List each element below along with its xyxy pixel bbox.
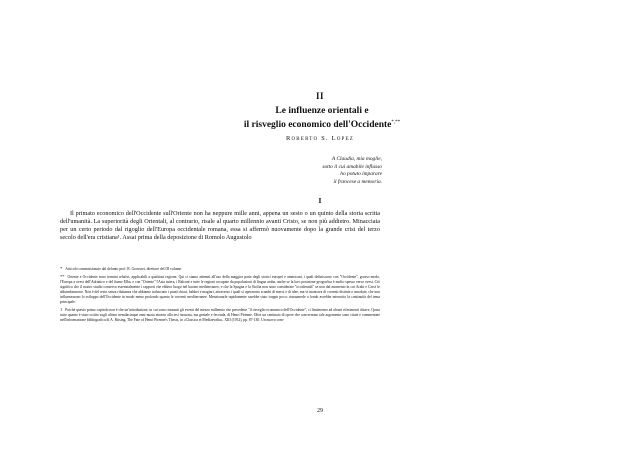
- footnote-mark: *: [60, 266, 63, 271]
- chapter-number: II: [315, 91, 324, 101]
- title-line-1: Le influenze orientali e: [275, 106, 369, 116]
- footnotes: [60, 267, 380, 326]
- chapter-title: [72, 106, 572, 131]
- footnote-text: Oriente e Occidente sono termini relativi, applicabili a qualsiasi regione. Qui ci siamo attenuti all'uso della maggior parte degli storici europei e americani, i quali definiscono con "Occidente", grosso modo, l'Europa a ovest dell'Adriatico e del fiume Elba, e con "Oriente" l'Asia intera, i Balcani e tutte le regioni occupate da popolazioni di lingua araba, anche se la loro posizione geografica è molto spesso verso ovest. Ciò significa che il nostro studio conserva essenzialmente i rapporti che ebbero luogo nel bacino mediterraneo, e che la Spagna e la Sicilia non sono considerate "occidentali" se non dal momento in cui Arabi e Greci le abbandonarono. Non è del resto senza riluttanza che abbiamo tralasciato i punti chiari, babbei e magiari, attraverso i quali si operarono scambi di merci e di idee, ma vi mancava di correnti distinte e assodate, che non influenzarono lo sviluppo dell'Occidente in modo meno profondo quanto le correnti mediterranee. Menzionarle rapidamente sarebbe stato troppo poco; riassumerle a fondo avrebbe interrotto la continuità del tema principale.: [60, 274, 380, 304]
- footnote: [60, 275, 380, 305]
- footnote-text: Articolo commissionato dal defunto prof. R. Grousset, direttore del III volume.: [65, 267, 182, 271]
- footnote-text: Poiché questo primo capitolo non è che un'introduzione, in cui sono riassunti gli eventi del mezzo millennio che precedette "il risveglio economico dell'Occidente", ci limiteremo ad alcuni riferimenti chiave. Quasi tutto quanto è stato scritto sugli ultimi tremilacinque anni nuota attorno alla tesi incurata, ma geniale e feconda, di Henri Pirenne. Oltre un centinaio di opere che concernono tale argomento sono citate e commentate nell'informazione bibliografica di A. Riising, The Fate of Henri Pirenne's Thesis, in «Classica et Mediaevalia», XIII (1952), pp. 87-130. Un nuovo com-: [60, 307, 380, 322]
- author-name: Roberto S. Lopez: [285, 135, 355, 142]
- page-number: 29: [317, 408, 323, 414]
- title-footnote-marks: *,**: [391, 120, 401, 125]
- body-paragraph: Il primato economico dell'Occidente sull'Oriente non ha neppure mille anni, appena un sesto o un quinto della storia scritta dell'umanità. La superiorità degli Orientali, al contrario, risale al quarto millennio avanti Cristo, se non più addietro. Minacciata per un certo periodo dal rigoglio dell'Europa occidentale romana, essa si affermò nuovamente dopo la grande crisi del terzo secolo dell'era cristiana¹. Assai prima della deposizione di Romolo Augustolo: [60, 210, 380, 242]
- footnote-mark: 1: [60, 306, 63, 312]
- epigraph: [180, 156, 382, 186]
- footnote: [60, 308, 380, 323]
- epigraph-line: sotto il cui amabile influsso: [322, 163, 382, 170]
- section-number: I: [318, 196, 322, 205]
- footnote: [60, 267, 380, 272]
- title-line-2: [72, 117, 572, 131]
- title-line-2-text: il risveglio economico dell'Occidente: [243, 120, 392, 131]
- epigraph-line: A Claudia, mia moglie,: [331, 156, 382, 162]
- epigraph-line: il francese a memoria.: [333, 178, 382, 185]
- epigraph-line: ho potuto imparare: [340, 171, 382, 178]
- footnote-mark: **: [60, 273, 65, 279]
